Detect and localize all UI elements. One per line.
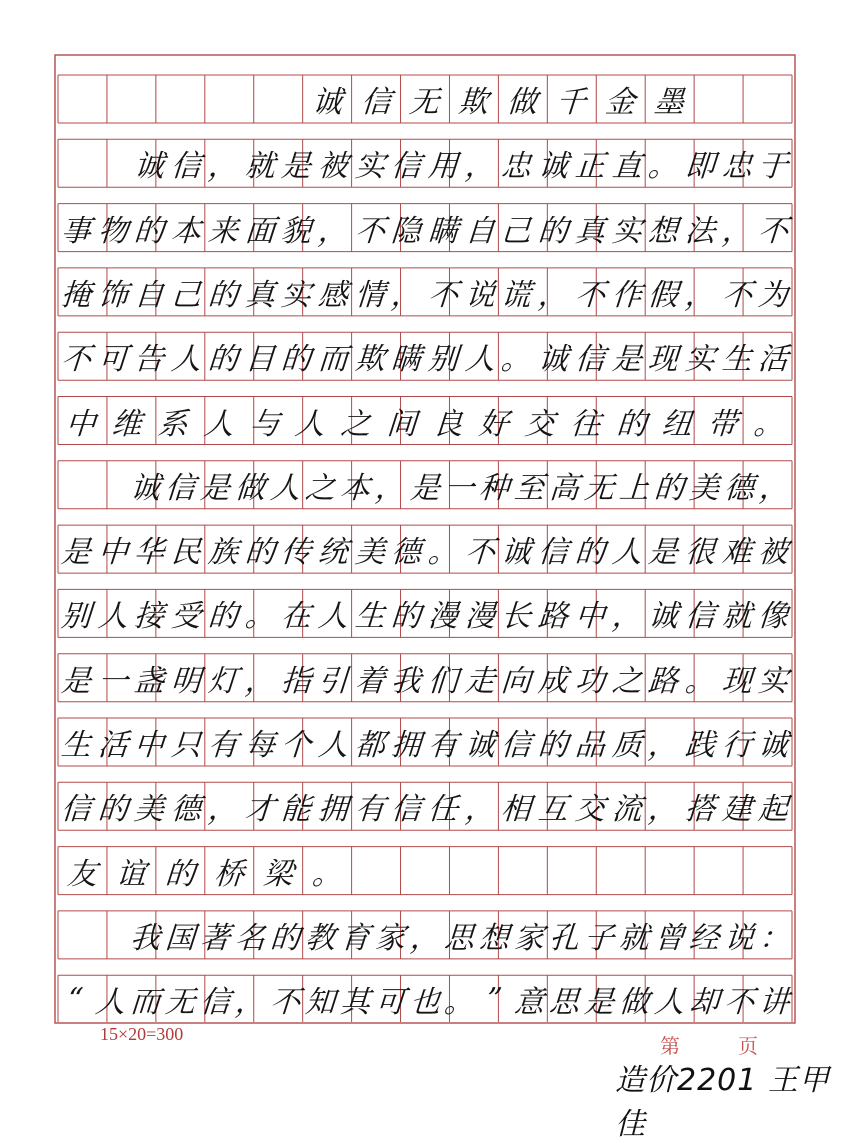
grid-character: 在 — [280, 599, 313, 635]
grid-character: 金 — [604, 85, 637, 120]
grid-character: 灯 — [206, 663, 240, 699]
text-row — [58, 585, 792, 641]
grid-character — [56, 71, 109, 127]
grid-character: ， — [408, 920, 441, 956]
grid-character: 中 — [96, 535, 130, 571]
grid-character: 德 — [169, 792, 203, 828]
grid-character: 人 — [96, 599, 130, 635]
grid-character: 物 — [96, 213, 130, 249]
grid-character: 本 — [169, 213, 203, 249]
grid-character: 是 — [583, 985, 616, 1021]
grid-character: 己 — [500, 213, 533, 249]
grid-character: 有 — [206, 728, 240, 763]
grid-character: 高 — [548, 470, 581, 506]
grid-character: 的 — [133, 213, 166, 249]
grid-character: 忠 — [500, 149, 533, 185]
text-row — [58, 521, 792, 577]
grid-character: 信 — [390, 149, 423, 185]
grid-character: 德 — [723, 470, 756, 506]
grid-character: ， — [243, 663, 276, 699]
grid-character: 谎 — [500, 277, 533, 313]
grid-character: 像 — [757, 599, 790, 635]
grid-character: 信 — [163, 470, 197, 506]
grid-character: 美 — [688, 470, 721, 506]
grid-character: 中 — [64, 406, 97, 442]
grid-character: 情 — [353, 277, 386, 313]
grid-character: 往 — [569, 406, 602, 442]
grid-character: 想 — [478, 920, 511, 956]
grid-character: 间 — [385, 406, 419, 442]
grid-character: 假 — [647, 277, 680, 313]
grid-character: 漫 — [463, 599, 497, 635]
grid-character: 的 — [537, 728, 570, 763]
grid-character: 告 — [133, 342, 166, 378]
grid-character: 接 — [133, 599, 166, 635]
text-row — [58, 843, 792, 899]
text-row — [58, 650, 792, 706]
grid-character: 不 — [353, 213, 386, 249]
grid-character: 做 — [506, 85, 539, 120]
grid-character: 现 — [647, 342, 680, 378]
grid-character: 的 — [614, 406, 648, 442]
grid-character: 就 — [243, 149, 276, 185]
grid-character: 生 — [59, 728, 93, 763]
grid-character: ， — [610, 599, 643, 635]
grid-character: ： — [758, 920, 791, 956]
grid-character: ， — [720, 213, 753, 249]
text-row — [58, 328, 792, 384]
grid-character: 是 — [59, 663, 93, 699]
grid-character: 带 — [706, 406, 740, 442]
grid-character: 作 — [610, 277, 643, 313]
grid-character: 无 — [583, 470, 616, 506]
grid-character: 自 — [133, 277, 166, 313]
grid-character: 才 — [243, 792, 276, 828]
grid-character: 育 — [338, 920, 372, 956]
grid-character: 维 — [110, 406, 143, 442]
grid-character: 之 — [339, 406, 373, 442]
grid-character: 中 — [573, 599, 607, 635]
grid-character: ， — [537, 277, 570, 313]
grid-character: 著 — [198, 920, 232, 956]
grid-character: 至 — [513, 470, 546, 506]
grid-character: 可 — [373, 985, 407, 1021]
grid-character: 诚 — [537, 149, 570, 185]
grid-character: 法 — [683, 213, 717, 249]
grid-character: 被 — [316, 149, 350, 185]
grid-character: 只 — [169, 728, 203, 763]
grid-character: 人 — [653, 985, 686, 1021]
grid-character: ， — [206, 792, 240, 828]
grid-character: 向 — [500, 663, 533, 699]
grid-character: 我 — [390, 663, 423, 699]
grid-character: 欺 — [353, 342, 386, 378]
grid-character: 信 — [169, 149, 203, 185]
grid-character: ， — [390, 277, 423, 313]
grid-character: 的 — [96, 792, 130, 828]
grid-character: 。 — [647, 149, 680, 185]
grid-character: 教 — [303, 920, 337, 956]
grid-character: 人 — [610, 535, 643, 571]
grid-character: 目 — [243, 342, 276, 378]
grid-character: 谊 — [114, 856, 148, 892]
grid-character: 交 — [573, 792, 607, 828]
grid-character: 欺 — [457, 85, 490, 120]
grid-character: 己 — [169, 277, 203, 313]
grid-character: 说 — [723, 920, 756, 956]
grid-character: 。 — [310, 856, 344, 892]
grid-character: 明 — [169, 663, 203, 699]
grid-character: 。 — [243, 599, 276, 635]
grid-character: 人 — [202, 406, 235, 442]
grid-character: 瞒 — [390, 342, 423, 378]
grid-character: 系 — [156, 406, 189, 442]
grid-character: 隐 — [390, 213, 423, 249]
grid-character: 生 — [353, 599, 386, 635]
text-row — [58, 714, 792, 770]
grid-character: 正 — [573, 149, 607, 185]
grid-character: 路 — [537, 599, 570, 635]
grid-character: 功 — [573, 663, 607, 699]
grid-character: 个 — [280, 728, 313, 763]
grid-character: 诚 — [310, 85, 344, 120]
grid-character: 名 — [233, 920, 267, 956]
grid-character: ， — [373, 470, 407, 506]
text-row — [58, 264, 792, 320]
grid-character: 我 — [128, 920, 162, 956]
grid-character: 面 — [243, 213, 276, 249]
grid-character: 自 — [463, 213, 497, 249]
grid-character: ” — [486, 981, 504, 1017]
grid-count-label: 15×20=300 — [100, 1024, 184, 1044]
grid-character: 德 — [390, 535, 423, 571]
grid-character: 的 — [653, 470, 686, 506]
grid-character: ， — [206, 149, 240, 185]
grid-character: 能 — [280, 792, 313, 828]
grid-character: 感 — [316, 277, 350, 313]
grid-character: 友 — [65, 856, 99, 892]
grid-character: 实 — [683, 342, 717, 378]
grid-character: 中 — [133, 728, 166, 763]
page-label-di: 第 — [660, 1034, 680, 1058]
grid-character: 漫 — [426, 599, 460, 635]
grid-character — [91, 457, 130, 513]
grid-character: 有 — [426, 728, 460, 763]
grid-character: 品 — [573, 728, 607, 763]
text-row — [58, 71, 792, 127]
text-row — [58, 971, 792, 1027]
grid-character — [154, 71, 207, 127]
grid-character: 引 — [316, 663, 350, 699]
grid-character: 。 — [426, 535, 460, 571]
grid-character: 拥 — [390, 728, 423, 763]
grid-character: 饰 — [96, 277, 130, 313]
grid-character: 家 — [513, 920, 546, 956]
grid-character: 知 — [303, 985, 337, 1021]
grid-character: 思 — [548, 985, 581, 1021]
grid-character: ， — [647, 792, 680, 828]
grid-character: 实 — [610, 213, 643, 249]
grid-character: 诚 — [128, 470, 162, 506]
grid-character: 却 — [688, 985, 721, 1021]
grid-character: ， — [316, 213, 350, 249]
grid-character: 生 — [720, 342, 753, 378]
grid-character: “ — [66, 981, 85, 1017]
grid-character: 是 — [280, 149, 313, 185]
grid-character: 路 — [647, 663, 680, 699]
grid-character: 信 — [683, 599, 717, 635]
grid-character: 信 — [390, 792, 423, 828]
grid-character: 用 — [426, 149, 460, 185]
grid-character: 盏 — [133, 663, 166, 699]
grid-character: 桥 — [212, 856, 246, 892]
grid-character: 之 — [303, 470, 337, 506]
grid-character: 着 — [353, 663, 386, 699]
grid-character: 被 — [757, 535, 790, 571]
grid-character: 美 — [353, 535, 386, 571]
grid-character: ， — [233, 985, 267, 1021]
grid-character: 人 — [316, 599, 350, 635]
grid-character: 好 — [477, 406, 510, 442]
grid-character: 是 — [59, 535, 93, 571]
grid-character: ， — [463, 149, 497, 185]
grid-character: 经 — [688, 920, 721, 956]
grid-character: 有 — [353, 792, 386, 828]
grid-character: 意 — [513, 985, 546, 1021]
grid-character: 的 — [206, 277, 240, 313]
grid-character: 人 — [463, 342, 497, 378]
grid-character: 想 — [647, 213, 680, 249]
grid-character: 难 — [720, 535, 753, 571]
grid-character: 貌 — [280, 213, 313, 249]
grid-character: 诚 — [500, 535, 533, 571]
grid-character: 实 — [280, 277, 313, 313]
grid-character: 不 — [723, 985, 756, 1021]
grid-character: 不 — [426, 277, 460, 313]
grid-character: 不 — [463, 535, 497, 571]
grid-character: 人 — [93, 985, 127, 1021]
grid-character: 传 — [280, 535, 313, 571]
grid-character: 信 — [500, 728, 533, 763]
grid-character: 忠 — [720, 149, 753, 185]
grid-character: 讲 — [758, 985, 791, 1021]
grid-character: 梁 — [261, 856, 295, 892]
grid-character: 每 — [243, 728, 276, 763]
grid-character: 任 — [426, 792, 460, 828]
grid-character: 与 — [247, 406, 281, 442]
grid-character: 人 — [169, 342, 203, 378]
grid-character: 无 — [408, 85, 441, 120]
grid-character: 的 — [268, 920, 302, 956]
grid-character: 是 — [610, 342, 643, 378]
grid-character: 华 — [133, 535, 166, 571]
grid-character: 互 — [537, 792, 570, 828]
grid-character: 诚 — [537, 342, 570, 378]
grid-character: 诚 — [133, 149, 166, 185]
grid-character: 上 — [618, 470, 651, 506]
grid-character: 的 — [243, 535, 276, 571]
grid-character: 不 — [573, 277, 607, 313]
grid-character: 。 — [752, 406, 786, 442]
grid-character — [56, 135, 97, 191]
grid-character: 信 — [573, 342, 607, 378]
grid-character: 可 — [96, 342, 130, 378]
text-row — [58, 135, 792, 191]
grid-character: 搭 — [683, 792, 717, 828]
text-row — [58, 778, 792, 834]
grid-character — [56, 907, 95, 963]
grid-character: 孔 — [548, 920, 581, 956]
grid-character — [203, 71, 256, 127]
grid-character: 信 — [537, 535, 570, 571]
grid-character: 种 — [478, 470, 511, 506]
grid-character: 不 — [268, 985, 302, 1021]
grid-character: 掩 — [59, 277, 93, 313]
grid-character — [56, 457, 95, 513]
text-row — [58, 393, 792, 449]
grid-character: 族 — [206, 535, 240, 571]
grid-character: 的 — [163, 856, 197, 892]
grid-character: 做 — [618, 985, 651, 1021]
grid-character: 说 — [463, 277, 497, 313]
grid-character: 诚 — [647, 599, 680, 635]
grid-character: ， — [647, 728, 680, 763]
grid-character: 现 — [720, 663, 753, 699]
grid-character: 就 — [720, 599, 753, 635]
grid-character: 。 — [683, 663, 717, 699]
grid-character: 活 — [96, 728, 130, 763]
grid-character: 人 — [293, 406, 327, 442]
grid-character: 建 — [720, 792, 753, 828]
grid-character: 真 — [573, 213, 607, 249]
grid-character: 诚 — [757, 728, 790, 763]
grid-character — [93, 135, 134, 191]
grid-character: 纽 — [660, 406, 694, 442]
grid-character: 家 — [373, 920, 407, 956]
grid-character: 很 — [683, 535, 717, 571]
grid-character: 其 — [338, 985, 372, 1021]
grid-character: 不 — [59, 342, 93, 378]
grid-character: 直 — [610, 149, 643, 185]
grid-character: 一 — [96, 663, 130, 699]
grid-character: ， — [683, 277, 717, 313]
grid-character: 做 — [233, 470, 267, 506]
grid-character: 实 — [757, 663, 790, 699]
grid-character: 诚 — [463, 728, 497, 763]
grid-character: 的 — [280, 342, 313, 378]
grid-character: 起 — [757, 792, 790, 828]
grid-character: 受 — [169, 599, 203, 635]
grid-character: 长 — [500, 599, 533, 635]
student-signature: 造价2201 王甲佳 — [615, 1063, 830, 1142]
grid-character: 流 — [610, 792, 643, 828]
grid-character: 。 — [443, 985, 476, 1021]
text-row — [58, 907, 792, 963]
grid-character: 信 — [198, 985, 232, 1021]
grid-character: 民 — [169, 535, 203, 571]
grid-character: 活 — [757, 342, 790, 378]
grid-character: 即 — [683, 149, 717, 185]
grid-character: ， — [463, 792, 497, 828]
grid-character — [105, 71, 158, 127]
grid-character: 国 — [163, 920, 197, 956]
grid-character: 信 — [359, 85, 392, 120]
grid-character: 于 — [757, 149, 790, 185]
grid-character: 的 — [573, 535, 607, 571]
grid-character: 而 — [316, 342, 350, 378]
grid-character — [91, 907, 130, 963]
grid-character: 千 — [555, 85, 588, 120]
grid-character: 无 — [163, 985, 197, 1021]
grid-character: 为 — [757, 277, 790, 313]
grid-character: 统 — [316, 535, 350, 571]
grid-character: 信 — [59, 792, 93, 828]
grid-character: 拥 — [316, 792, 350, 828]
grid-character: 们 — [426, 663, 460, 699]
grid-character: 良 — [431, 406, 464, 442]
grid-character: 践 — [683, 728, 717, 763]
grid-character: 的 — [206, 599, 240, 635]
grid-character: 真 — [243, 277, 276, 313]
grid-character: 的 — [390, 599, 423, 635]
grid-character: 来 — [206, 213, 240, 249]
grid-character: ， — [758, 470, 791, 506]
grid-character: 思 — [443, 920, 476, 956]
grid-character: 人 — [316, 728, 350, 763]
grid-character: 人 — [268, 470, 302, 506]
grid-character: 美 — [133, 792, 166, 828]
grid-character: 成 — [537, 663, 570, 699]
grid-character: 实 — [353, 149, 386, 185]
grid-character: 墨 — [653, 85, 686, 120]
grid-character: 之 — [610, 663, 643, 699]
grid-character: 就 — [618, 920, 651, 956]
grid-character: 都 — [353, 728, 386, 763]
grid-character: 曾 — [653, 920, 686, 956]
grid-character: 是 — [198, 470, 232, 506]
grid-character: 行 — [720, 728, 753, 763]
grid-character: 质 — [610, 728, 643, 763]
grid-character: 不 — [757, 213, 790, 249]
grid-character: 指 — [280, 663, 313, 699]
text-row — [58, 457, 792, 513]
grid-character: 瞒 — [426, 213, 460, 249]
grid-character: 而 — [128, 985, 162, 1021]
grid-character: 交 — [523, 406, 556, 442]
grid-character: 别 — [59, 599, 93, 635]
grid-character: 的 — [537, 213, 570, 249]
grid-character: 走 — [463, 663, 497, 699]
grid-character — [252, 71, 305, 127]
text-row — [58, 200, 792, 256]
grid-character: 。 — [500, 342, 533, 378]
grid-character: 相 — [500, 792, 533, 828]
grid-character: 是 — [408, 470, 441, 506]
grid-character: 的 — [206, 342, 240, 378]
grid-character: 不 — [720, 277, 753, 313]
grid-character: 是 — [647, 535, 680, 571]
grid-character: 事 — [59, 213, 93, 249]
grid-character: 也 — [408, 985, 441, 1021]
grid-character: 一 — [443, 470, 476, 506]
page-label-ye: 页 — [738, 1034, 758, 1058]
grid-character: 别 — [426, 342, 460, 378]
grid-character: 子 — [583, 920, 616, 956]
grid-character: 本 — [338, 470, 372, 506]
